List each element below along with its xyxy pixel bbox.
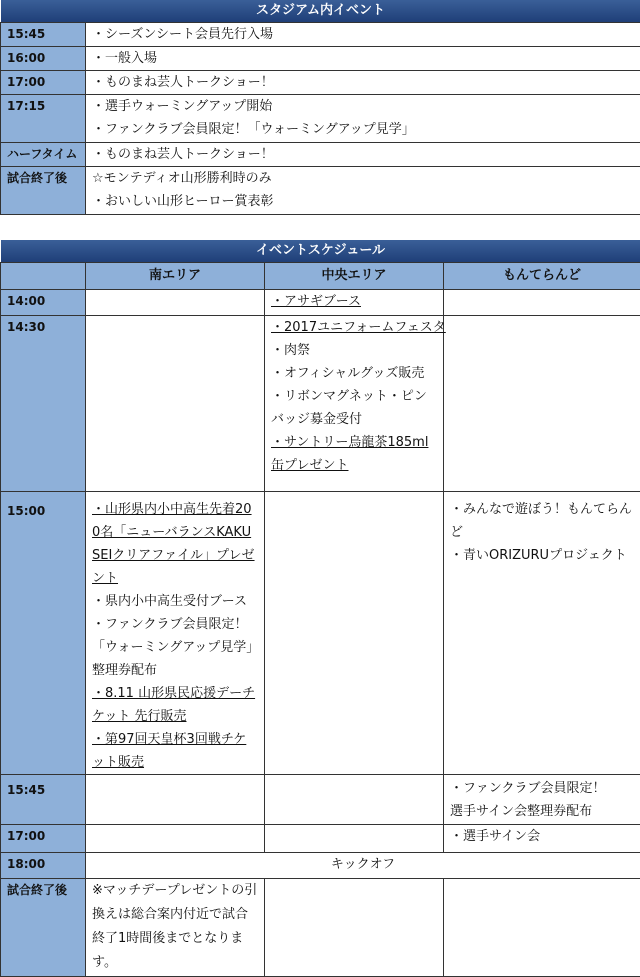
- col-center: 中央エリア: [265, 263, 444, 290]
- event-item: 選手サイン会整理券配布: [450, 800, 634, 823]
- time-cell: 16:00: [1, 47, 86, 71]
- event-schedule-title: イベントスケジュール: [1, 240, 640, 263]
- event-item: ・選手サイン会: [450, 825, 634, 848]
- time-cell: 18:00: [1, 853, 86, 879]
- time-cell: 17:00: [1, 825, 86, 853]
- col-monteland: もんてらんど: [444, 263, 640, 290]
- col-south: 南エリア: [86, 263, 265, 290]
- stadium-events-table: [0, 0, 640, 215]
- time-cell: 17:15: [1, 95, 86, 143]
- corner-cell: [1, 263, 86, 290]
- event-cell: ・ものまね芸人トークショー！: [86, 71, 640, 95]
- event-item: ・第97回天皇杯3回戦チケット販売: [92, 728, 258, 774]
- time-cell: 15:45: [1, 775, 86, 825]
- event-cell: ・選手ウォーミングアップ開始 ・ファンクラブ会員限定！「ウォーミングアップ見学」: [86, 95, 640, 143]
- time-cell: 14:30: [1, 316, 86, 492]
- event-item: ・県内小中高生受付ブース: [92, 590, 258, 613]
- time-cell: 17:00: [1, 71, 86, 95]
- event-item: ・青いORIZURUプロジェクト: [450, 544, 634, 567]
- event-item: ・アサギブース: [271, 290, 437, 313]
- event-item: ・山形県内小中高生先着200名「ニューバランスKAKUSEIクリアファイル」プレゼント: [92, 498, 258, 590]
- time-cell: ハーフタイム: [1, 143, 86, 167]
- stadium-events-title: スタジアム内イベント: [1, 0, 640, 23]
- event-schedule-table: [0, 240, 640, 977]
- time-cell: 14:00: [1, 290, 86, 316]
- event-cell: ☆モンテディオ山形勝利時のみ ・おいしい山形ヒーロー賞表彰: [86, 167, 640, 215]
- time-cell: 試合終了後: [1, 879, 86, 977]
- event-item: ・8.11 山形県民応援デーチケット 先行販売: [92, 682, 258, 728]
- kickoff-cell: キックオフ: [86, 853, 640, 879]
- event-cell: ・一般入場: [86, 47, 640, 71]
- time-cell: 15:00: [1, 492, 86, 775]
- event-cell: ・ものまね芸人トークショー！: [86, 143, 640, 167]
- event-item: ・ファンクラブ会員限定！「ウォーミングアップ見学」整理券配布: [92, 613, 258, 682]
- event-item: ・2017ユニフォームフェスタ: [271, 316, 437, 339]
- event-item: ・オフィシャルグッズ販売: [271, 362, 437, 385]
- event-item: ・肉祭: [271, 339, 437, 362]
- event-item: ・ファンクラブ会員限定！: [450, 777, 634, 800]
- note-text: ※マッチデープレゼントの引換えは総合案内付近で試合終了1時間後までとなります。: [92, 879, 258, 975]
- time-cell: 試合終了後: [1, 167, 86, 215]
- event-cell: ・シーズンシート会員先行入場: [86, 23, 640, 47]
- event-item: ・サントリー烏龍茶185ml缶プレゼント: [271, 431, 437, 477]
- event-item: ・リボンマグネット・ピンバッジ募金受付: [271, 385, 437, 431]
- event-item: ・みんなで遊ぼう！もんてらんど: [450, 498, 634, 544]
- time-cell: 15:45: [1, 23, 86, 47]
